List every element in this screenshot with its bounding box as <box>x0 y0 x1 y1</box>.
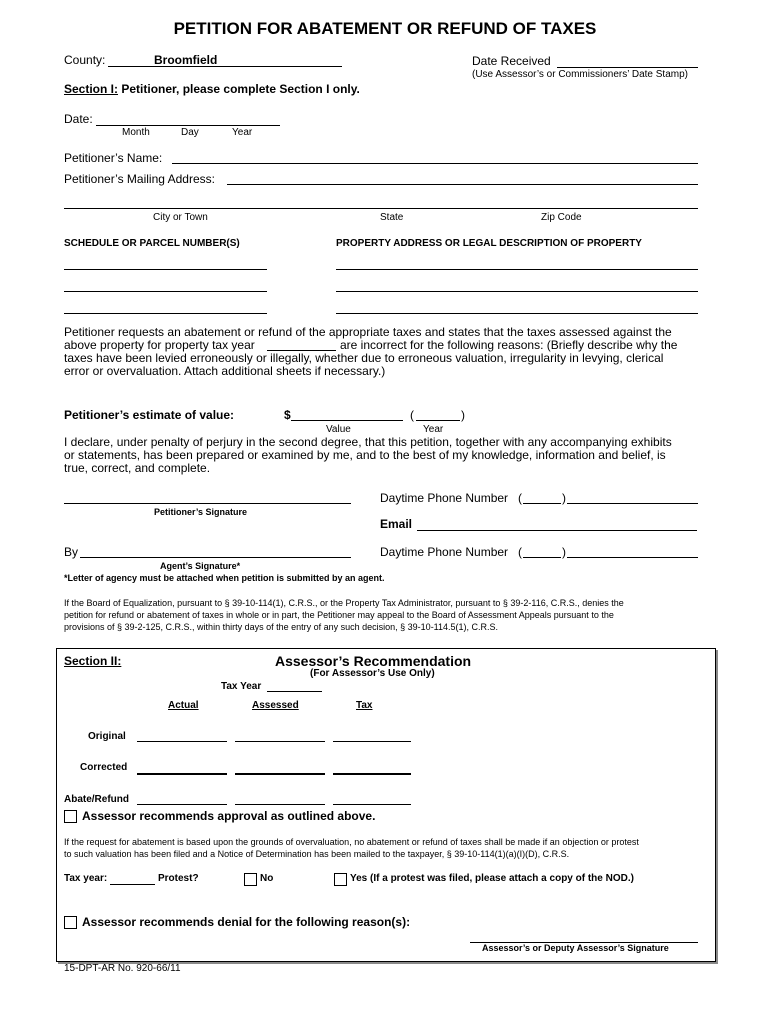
agent-signature-field[interactable] <box>80 545 351 558</box>
petitioner-name-label: Petitioner’s Name: <box>64 151 163 165</box>
city-label: City or Town <box>153 212 208 223</box>
property-tax-year-field[interactable] <box>267 338 336 351</box>
overvaluation-line-2: to such valuation has been filed and a Notice of Determination has been mailed to the taxpayer, § 39-10-114(1)(a)(I)(D), C.R.S. <box>64 849 570 859</box>
property-field-1[interactable] <box>336 257 698 270</box>
assessor-signature-label: Assessor’s or Deputy Assessor’s Signature <box>482 943 669 953</box>
form-number: 15-DPT-AR No. 920-66/11 <box>64 963 181 974</box>
col-tax: Tax <box>356 700 373 711</box>
original-tax-field[interactable] <box>333 730 411 742</box>
mailing-address-field[interactable] <box>227 172 698 185</box>
request-line-3: taxes have been levied erroneously or illegally, whether due to erroneous valuation, irregularity in levying, clerical <box>64 351 664 365</box>
phone-paren-close-2: ) <box>562 545 566 559</box>
schedule-field-1[interactable] <box>64 257 267 270</box>
request-line-4: error or overvaluation. Attach additional sheets if necessary.) <box>64 364 386 378</box>
assessor-signature-field[interactable] <box>470 932 698 943</box>
daytime-phone-label-1: Daytime Phone Number <box>380 491 509 505</box>
estimate-year-field[interactable] <box>416 408 460 421</box>
row-original-label: Original <box>88 731 126 742</box>
date-received-field[interactable] <box>557 55 698 68</box>
schedule-header: SCHEDULE OR PARCEL NUMBER(S) <box>64 238 240 249</box>
denial-label: Assessor recommends denial for the following reason(s): <box>82 915 411 929</box>
row-abate-label: Abate/Refund <box>64 794 129 805</box>
protest-label: Protest? <box>158 873 199 884</box>
date-field[interactable] <box>96 113 280 126</box>
by-label: By <box>64 545 79 559</box>
form-title: PETITION FOR ABATEMENT OR REFUND OF TAXES <box>173 19 597 38</box>
month-label: Month <box>122 127 150 138</box>
mailing-address-label: Petitioner’s Mailing Address: <box>64 172 215 186</box>
estimate-label: Petitioner’s estimate of value: <box>64 408 235 422</box>
protest-no-checkbox[interactable] <box>244 873 257 886</box>
email-label: Email <box>380 517 413 531</box>
request-line-2a: above property for property tax year <box>64 338 255 352</box>
paren-open: ( <box>410 408 414 422</box>
corrected-assessed-field[interactable] <box>235 762 325 775</box>
section1-label: Section I: <box>64 82 119 96</box>
corrected-actual-field[interactable] <box>137 762 227 775</box>
tax-year-field[interactable] <box>267 681 322 692</box>
county-label: County: <box>64 53 106 67</box>
zip-label: Zip Code <box>541 212 582 223</box>
year-label: Year <box>232 127 253 138</box>
section1-heading <box>64 82 360 96</box>
tax-year-protest-field[interactable] <box>110 873 155 885</box>
declare-line-1: I declare, under penalty of perjury in the second degree, that this petition, together with any accompanying exhibits <box>64 435 672 449</box>
daytime-phone-label-2: Daytime Phone Number <box>380 545 509 559</box>
assessor-recommendation-title: Assessor’s Recommendation <box>275 653 472 669</box>
estimate-value-field[interactable] <box>291 408 403 421</box>
abate-actual-field[interactable] <box>137 793 227 805</box>
protest-no-label: No <box>260 873 274 884</box>
original-actual-field[interactable] <box>137 730 227 742</box>
request-line-1: Petitioner requests an abatement or refund of the appropriate taxes and states that the taxes assessed against the <box>64 325 672 339</box>
date-stamp-note: (Use Assessor’s or Commissioners’ Date Stamp) <box>472 69 688 80</box>
overvaluation-line-1: If the request for abatement is based upon the grounds of overvaluation, no abatement or refund of taxes shall be made if an objection or protest <box>64 837 639 847</box>
col-actual: Actual <box>168 700 199 711</box>
corrected-tax-field[interactable] <box>333 762 411 775</box>
appeal-line-2: petition for refund or abatement of taxes in whole or in part, the Petitioner may appeal to the Board of Assessment Appeals pursuant to the <box>64 610 614 620</box>
petitioner-name-field[interactable] <box>172 151 698 164</box>
year-caption: Year <box>423 424 444 435</box>
area-code-field-1[interactable] <box>523 491 561 504</box>
day-label: Day <box>181 127 199 138</box>
county-value: Broomfield <box>154 53 218 67</box>
email-field[interactable] <box>417 518 697 531</box>
state-label: State <box>380 212 404 223</box>
area-code-field-2[interactable] <box>523 545 561 558</box>
petitioner-signature-field[interactable] <box>64 491 351 504</box>
value-caption: Value <box>326 424 351 435</box>
phone-paren-open-2: ( <box>518 545 522 559</box>
abate-tax-field[interactable] <box>333 793 411 805</box>
section2-label: Section II: <box>64 654 122 668</box>
col-assessed: Assessed <box>252 700 299 711</box>
protest-yes-label: Yes (If a protest was filed, please attach a copy of the NOD.) <box>350 873 634 884</box>
agent-signature-label: Agent’s Signature* <box>160 561 241 571</box>
tax-year-label: Tax Year <box>221 681 262 692</box>
declare-line-3: true, correct, and complete. <box>64 461 211 475</box>
phone-number-field-1[interactable] <box>567 491 698 504</box>
agent-letter-note: *Letter of agency must be attached when petition is submitted by an agent. <box>64 573 385 583</box>
phone-paren-close-1: ) <box>562 491 566 505</box>
request-line-2b: are incorrect for the following reasons: (Briefly describe why the <box>340 338 678 352</box>
date-received-label: Date Received <box>472 54 551 68</box>
petitioner-signature-label: Petitioner’s Signature <box>154 507 248 517</box>
appeal-line-1: If the Board of Equalization, pursuant to § 39-10-114(1), C.R.S., or the Property Tax Administrator, pursuant to § 39-2-116, C.R.S., denies the <box>64 598 624 608</box>
property-field-3[interactable] <box>336 301 698 314</box>
phone-paren-open-1: ( <box>518 491 522 505</box>
county-field[interactable] <box>108 54 342 67</box>
paren-close: ) <box>461 408 465 422</box>
property-field-2[interactable] <box>336 279 698 292</box>
city-state-zip-field[interactable] <box>64 196 698 209</box>
protest-yes-checkbox[interactable] <box>334 873 347 886</box>
appeal-line-3: provisions of § 39-2-125, C.R.S., within thirty days of the entry of any such decision, § 39-10-114.5(1), C.R.S. <box>64 622 499 632</box>
date-label: Date: <box>64 112 93 126</box>
original-assessed-field[interactable] <box>235 730 325 742</box>
row-corrected-label: Corrected <box>80 762 128 773</box>
property-header: PROPERTY ADDRESS OR LEGAL DESCRIPTION OF PROPERTY <box>336 238 642 249</box>
dollar-sign: $ <box>284 408 291 422</box>
schedule-field-2[interactable] <box>64 279 267 292</box>
approval-checkbox[interactable] <box>64 810 77 823</box>
schedule-field-3[interactable] <box>64 301 267 314</box>
tax-year-protest-label: Tax year: <box>64 873 108 884</box>
declare-line-2: or statements, has been prepared or examined by me, and to the best of my knowledge, information and belief, is <box>64 448 666 462</box>
section1-instruction: Petitioner, please complete Section I only. <box>121 82 360 96</box>
phone-number-field-2[interactable] <box>567 545 698 558</box>
assessor-use-subtitle: (For Assessor’s Use Only) <box>310 668 435 679</box>
denial-checkbox[interactable] <box>64 916 77 929</box>
abate-assessed-field[interactable] <box>235 793 325 805</box>
approval-label: Assessor recommends approval as outlined above. <box>82 809 376 823</box>
